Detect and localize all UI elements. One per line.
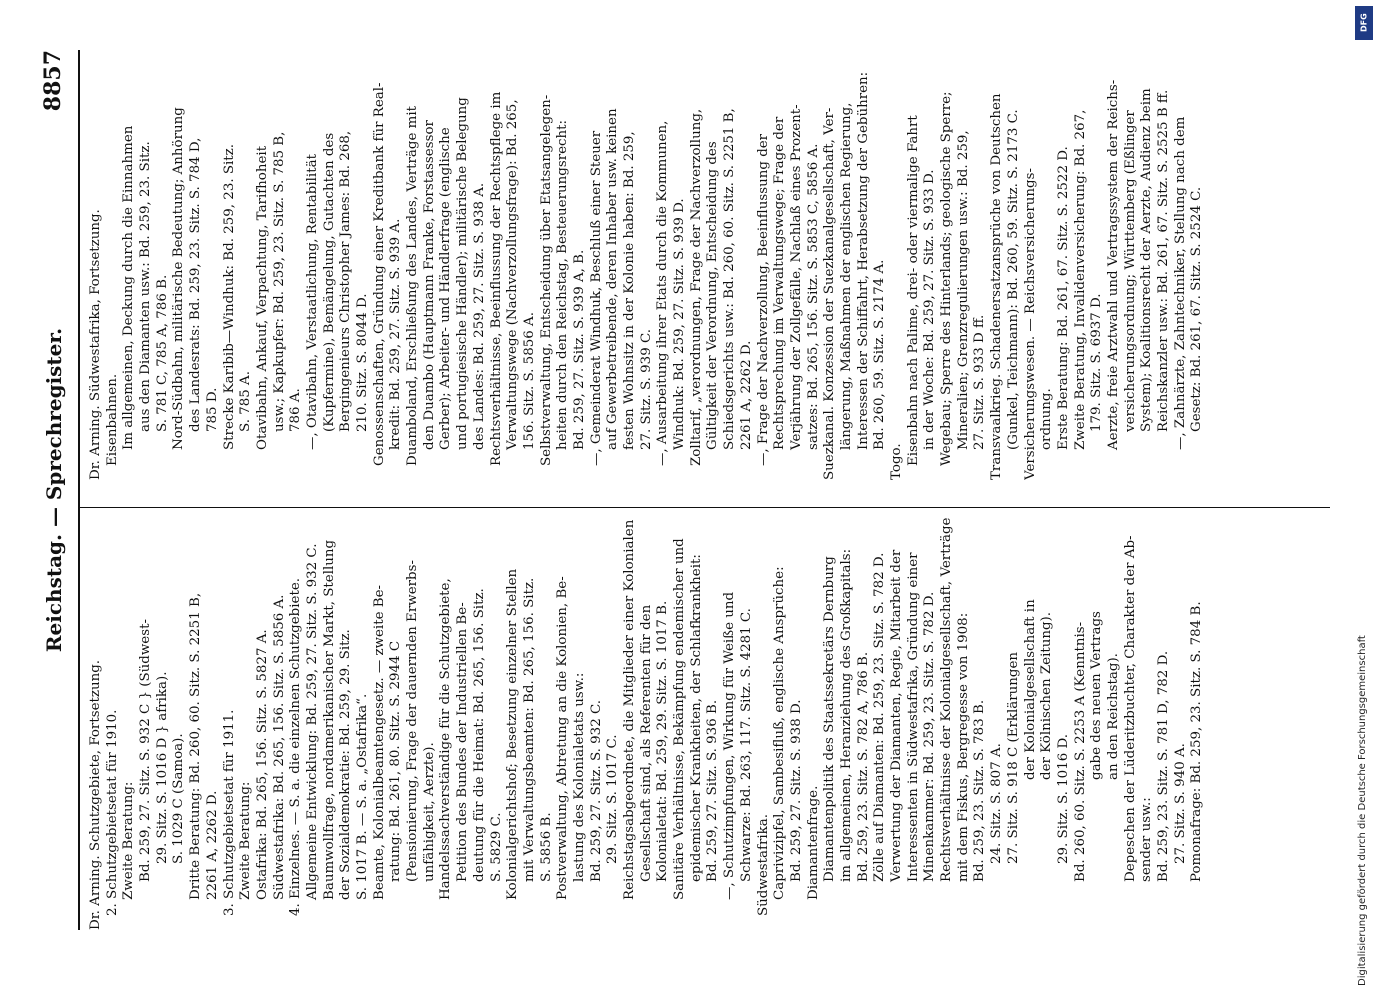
register-line: Interessen der Schiffahrt, Herabsetzung der Gebühren: [855,71,871,450]
register-line: Eisenbahn nach Palime, drei- oder viermalige Fahrt [905,115,921,466]
register-line: 27. Sitz. S. 933 D ff. [972,314,988,450]
register-line: längerung, Maßnahmen der englischen Regierung, [838,102,854,450]
register-line: 27. Sitz. S. 918 C (Erklärungen [1005,651,1021,864]
register-line: mit Verwaltungsbeamten: Bd. 265, 156. Sitz. [521,577,537,882]
register-line: Petition des Bundes der Industriellen Be- [455,602,471,882]
register-line: Eisenbahnen. [104,373,120,466]
register-line: Bd. 260, 59. Sitz. S. 2174 A. [872,259,888,450]
register-line: S. 785 A. [238,371,254,432]
register-line: der Kölnischen Zeitung). [1039,611,1055,780]
register-line: Wegebau; Sperre des Hinterlands; geologische Sperre; [939,91,955,466]
register-line: sender usw.: [1139,797,1155,882]
page-header [32,50,72,930]
register-line: Bd. 259, 27. Sitz. S. 932 C } (Südwest- [138,618,154,882]
register-line: an den Reichstag). [1105,653,1121,780]
register-line: deutung für die Heimat: Bd. 265, 156. Sitz. [471,588,487,882]
register-line: festen Wohnsitz in der Kolonie haben: Bd. 259, [622,131,637,450]
register-line: Otavibahn, Ankauf, Verpachtung, Tarifhoheit [254,145,270,450]
register-line: S. 5829 C. [488,812,504,882]
side-margin [1353,0,1377,1000]
register-line: mit dem Fiskus, Bergregesse von 1908: [955,612,971,882]
register-line: heiten durch den Reichstag, Besteuerungsrecht: [555,119,571,450]
register-line: (Gunkel, Teichmann): Bd. 260, 59. Sitz. S. 2173 C. [1005,109,1021,450]
register-line: Rechtsverhältnisse, Beeinflussung der Rechtspflege im [488,91,504,466]
register-line: Postverwaltung, Abtretung an die Kolonien, Be- [555,576,571,900]
register-line: S. 1017 B. — S. a. „Ostafrika“. [355,693,370,900]
register-line: 785 D. [204,387,220,432]
register-line: Verjährung der Zollgefälle, Nachlaß eines Prozent- [788,104,804,450]
register-line: Transvaalkrieg. Schadenersatzansprüche von Deutschen [989,93,1005,480]
register-line: Bd. 259, 27. Sitz. S. 938 D. [788,699,804,882]
register-line: —, Otavibahn, Verstaatlichung, Rentabilität [304,154,320,450]
register-line: 179. Sitz. S. 6937 D. [1089,293,1105,432]
register-line: Duamboland, Erschließung des Landes, Verträge mit [405,106,421,466]
register-line: Gültigkeit der Verordnung, Entscheidung des [705,141,721,450]
page-number: 8857 [40,50,66,112]
register-line: Südwestafrika: Bd. 265, 156. Sitz. S. 5856 A. [271,594,287,900]
register-line: Südwestafrika. [755,814,771,916]
register-line: Dr. Arning. Schutzgebiete, Fortsetzung. [88,659,103,930]
register-line: Windhuk: Bd. 259, 27. Sitz. S. 939 D. [672,198,688,450]
register-line: lastung des Kolonialetats usw.: [571,672,587,882]
register-line: Depeschen der Lüderitzbuchter, Charakter der Ab- [1122,535,1138,882]
register-line: Togo. [889,443,904,480]
register-line: Schwarze: Bd. 263, 117. Sitz. S. 4281 C. [738,608,754,882]
register-line: S. 5856 B. [538,812,554,882]
funding-note: Digitalisierung gefördert durch die Deutsche Forschungsgemeinschaft [1357,635,1368,986]
register-line: gabe des neuen Vertrags [1089,611,1105,780]
register-line: Im allgemeinen, Deckung durch die Einnahmen [121,125,137,450]
register-line: Genossenschaften, Gründung einer Kreditbank für Real- [371,82,387,466]
register-line: im allgemeinen, Heranziehung des Großkapitals: [838,548,854,882]
register-line: Dritte Beratung: Bd. 260, 60. Sitz. S. 2251 B, [188,592,204,900]
register-line: Allgemeine Entwicklung: Bd. 259, 27. Sitz. S. 932 C. [304,543,320,900]
register-line: usw.; Kapkupfer: Bd. 259, 23. Sitz. S. 785 B, [271,131,287,432]
register-line: (Kupfermine), Bemängelung, Gutachten des [321,132,337,432]
register-line: Schiedsgerichts usw.: Bd. 260, 60. Sitz. S. 2251 B, [722,108,738,450]
register-line: Gerber); Arbeiter- und Händlerfrage (englische [438,127,454,450]
register-line: Zweite Beratung: [121,781,137,900]
register-line: Beamte, Kolonialbeamtengesetz. — zweite Be- [371,584,387,900]
register-line: 2261 A, 2262 D. [204,790,220,900]
register-line: 27. Sitz. S. 939 C. [638,328,654,450]
register-line: Baumwollfrage, nordamerikanischer Markt, Stellung [321,539,337,900]
register-line: Sanitäre Verhältnisse, Bekämpfung endemischer und [672,538,688,900]
register-line: Bd. 259, 27. Sitz. S. 932 C. [588,699,604,882]
register-line: kredit: Bd. 259, 27. Sitz. S. 939 A. [388,218,404,450]
register-line: 2261 A, 2262 D. [738,340,754,450]
register-line: Rechtsprechung im Verwaltungswege; Frage der [772,116,788,450]
register-line: Interessenten in Südwestafrika, Gründung einer [905,552,921,882]
dfg-logo: DFG [1355,6,1373,40]
register-line: epidemischer Krankheiten, der Schlafkrankheit: [688,554,704,882]
register-line: des Landes: Bd. 259, 27. Sitz. S. 938 A. [471,182,487,450]
register-line: —, Zahnärzte, Zahntechniker, Stellung nach dem [1172,116,1188,450]
register-line: Bd. 259, 23. Sitz. S. 782 A, 786 B. [855,651,871,882]
register-line: Minenkammer: Bd. 259, 23. Sitz. S. 782 D. [922,591,938,882]
register-line: 3. Schutzgebietsetat für 1911. [221,709,237,916]
register-line: —, Gemeinderat Windhuk, Beschluß einer Steuer [588,130,604,466]
register-line: ordnung. [1039,388,1055,450]
register-line: 210. Sitz. S. 8044 D. [355,293,370,432]
register-line: System); Koalitionsrecht der Aerzte, Audienz beim [1139,88,1155,432]
register-line: Ostafrika: Bd. 265, 156. Sitz. S. 5827 A. [254,629,270,900]
register-line: Diamantenfrage. [805,785,821,900]
right-column [88,60,1338,480]
register-line: 29. Sitz. S. 1016 D. [1055,733,1071,864]
register-line: Pomonafrage: Bd. 259, 23. Sitz. S. 784 B. [1189,601,1205,882]
register-line: Zweite Beratung: [238,781,254,900]
register-line: Bd. 260, 60. Sitz. S. 2253 A (Kenntnis- [1072,621,1088,882]
register-line: Kolonialgerichtshof; Besetzung einzelner Stellen [505,568,521,900]
register-line: Reichstagsabgeordnete, die Mitglieder einer Kolonialen [622,519,637,900]
register-line: Bd. 259, 23. Sitz. S. 783 B. [972,699,988,882]
register-line: Caprivizipfel, Sambesifluß, englische Ansprüche: [772,566,788,900]
register-line: 156. Sitz. S. 5856 A. [521,312,537,450]
register-line: Bd. 259, 27. Sitz. S. 939 A, B. [571,249,587,450]
register-line: aus den Diamanten usw.: Bd. 259, 23. Sitz. [138,141,154,432]
register-line: den Duambo (Hauptmann Franke, Forstassessor [421,120,437,450]
register-line: satzes: Bd. 265, 156. Sitz. S. 5853 C, 5856 A. [805,143,821,450]
register-line: Zolltarif, „verordnungen, Frage der Nachverzollung, [688,108,704,466]
register-line: Bd. 259, 23. Sitz. S. 781 D, 782 D. [1156,650,1171,882]
register-line: Bd. 259, 27. Sitz. S. 936 B. [705,699,721,882]
register-line: Nord-Südbahn, militärische Bedeutung; Anhörung [171,107,187,450]
register-line: und portugiesische Händler); militärische Belegung [455,97,471,450]
register-line: 786 A. [288,388,304,432]
register-line: Erste Beratung: Bd. 261, 67. Sitz. S. 2522 D. [1055,146,1071,450]
register-line: 24. Sitz. S. 807 A. [989,743,1005,864]
register-line: 4. Einzelnes. — S. a. die einzelnen Schutzgebiete. [288,577,304,916]
left-column [88,510,1338,930]
register-line: der Kolonialgesellschaft in [1022,599,1038,780]
register-line: —, Ausarbeitung ihrer Etats durch die Kommunen, [655,120,671,466]
register-line: Suezkanal. Konzession der Suezkanalgesellschaft, Ver- [822,107,838,480]
register-line: Aerzte, freie Arztwahl und Vertragssystem der Reichs- [1105,79,1121,450]
register-line: des Landesrats: Bd. 259, 23. Sitz. S. 784 D, [188,137,204,432]
register-line: —, Frage der Nachverzollung, Beeinflussung der [755,133,771,466]
register-line: in der Woche: Bd. 259, 27. Sitz. S. 933 D. [922,169,938,450]
register-line: Mineralien; Grenzregulierungen usw.: Bd. 259, [955,130,971,450]
register-line: ratung: Bd. 261, 80. Sitz. S. 2944 C [388,640,404,882]
register-line: der Sozialdemokratie: Bd. 259, 29. Sitz. [338,629,354,900]
register-line: Kolonialetat: Bd. 259, 29. Sitz. S. 1017 B. [655,600,671,882]
register-line: (Pensionierung, Frage der dauernden Erwerbs- [405,560,421,882]
register-line: Strecke Karibib—Windhuk: Bd. 259, 23. Sitz. [221,144,237,450]
register-line: Gesetz: Bd. 261, 67. Sitz. S. 2524 C. [1189,186,1205,432]
register-line: Verwertung der Diamanten, Regie, Mitarbeit der [889,549,904,882]
register-line: S. 1029 C (Samoa). [171,733,187,864]
register-line: Bergingenieurs Christopher James: Bd. 268, [338,130,354,432]
register-line: 29. Sitz. S. 1017 C. [605,734,621,864]
register-line: Dr. Arning. Südwestafrika, Fortsetzung. [88,209,103,480]
register-line: Verwaltungswege (Nachverzollungsfrage): Bd. 265, [505,99,521,450]
page-title: Reichstag. — Sprechregister. [42,327,66,653]
register-line: S. 781 C, 785 A, 786 B. [154,274,170,432]
header-rule [78,50,80,930]
register-line: versicherungsordnung; Württemberg (Eßlinger [1122,110,1138,432]
register-line: Diamantenpolitik des Staatssekretärs Dernburg [822,556,838,882]
register-line: Zölle auf Diamanten: Bd. 259, 23. Sitz. S. 782 D. [872,552,888,882]
register-line: 27. Sitz. S. 940 A. [1172,743,1188,864]
register-line: Versicherungswesen. — Reichsversicherungs- [1022,167,1038,480]
register-line: Zweite Beratung, Invalidenversicherung: Bd. 267, [1072,109,1088,450]
register-line: unfähigkeit, Aerzte). [421,742,437,882]
register-line: 2. Schutzgebietsetat für 1910. [104,709,120,916]
register-line: Gesellschaft sind, als Referenten für den [638,604,654,882]
register-line: auf Gewerbetreibende, deren Inhaber usw. keinen [605,108,621,450]
register-line: Rechtsverhältnisse der Kolonialgesellschaft, Verträge [939,517,955,882]
register-line: —, Schutzimpfungen, Wirkung für Weiße und [722,591,738,900]
register-line: Handelssachverständige für die Schutzgebiete, [438,578,454,900]
register-line: Reichskanzler usw.: Bd. 261, 67. Sitz. S. 2525 B ff. [1156,89,1171,432]
register-line: 29. Sitz. S. 1016 D } afrika). [154,671,170,864]
register-line: Selbstverwaltung, Entscheidung über Etatsangelegen- [538,94,554,466]
column-divider [80,507,1330,508]
